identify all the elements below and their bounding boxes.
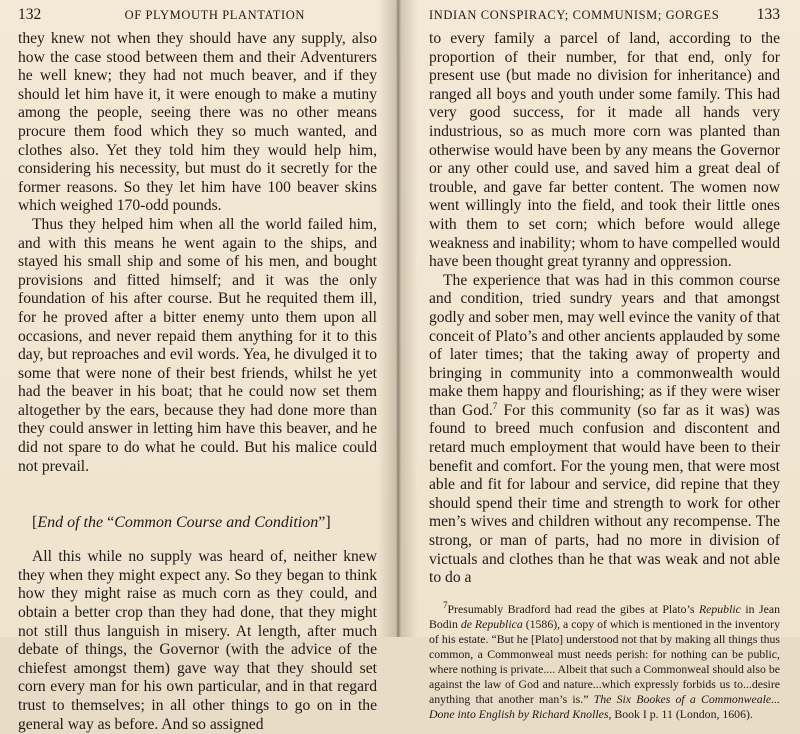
footnote-number: 7 (443, 599, 448, 610)
footnote-italic: de Republica (460, 616, 523, 631)
footnote-text: Presumably Bradford had read the gibes at Plato’s (447, 601, 699, 616)
heading-bracket-close: ] (325, 514, 331, 532)
paragraph: Thus they helped him when all the world failed him, and with this means he went again to the ships, and stayed his small ship and some of his men, and bought provisions and fitted himself; and it was the only foundation of his after course. But he requited them ill, for he proved after a bitter enemy unto them upon all occasions, and never repaid them anything for it to this day, but reproaches and evil words. Yea, he divulged it to some that were none of their best friends, whilst he yet had the beaver in his boat; that he could now set them altogether by the ears, because they had done more than they could answer in letting him have this beaver, and he did not spare to do what he could. But his malice could not prevail. (18, 215, 377, 475)
paragraph: they knew not when they should have any supply, also how the case stood between them and their Adventurers he well knew; they had not much beaver, and if they should let him have it, it were enough to make a mutiny among the people, seeing there was no other means procure them food which they so much wanted, and clothes also. Yet they told him they would help him, considering his necessity, but must do it secretly for the former reasons. So they let him have 100 beaver skins which weighed 170-odd pounds. (18, 30, 377, 215)
paragraph-text: For this community (so far as it was) was found to breed much confusion and discontent and retard much employment that would have been to their benefit and comfort. For the young men, that were most able and fit for labour and service, did repine that they should spend their time and strength to work for other men’s wives and children without any recompense. The strong, or man of parts, had no more in division of victuals and clothes than he that was weak and not able to do a (429, 401, 780, 587)
footnote-marker: 7 (492, 400, 498, 411)
paragraph: to every family a parcel of land, according to the proportion of their number, for that end, only for present use (but made no division for inheritance) and ranged all boys and youth under some family. This had very good success, for it made all hands very industrious, so as much more corn was planted than otherwise would have been by any means the Governor or any other could use, and saved him a great deal of trouble, and gave far better content. The women now went willingly into the field, and took their little ones with them to set corn; which before would allege weakness and inability; whom to have compelled would have been thought great tyranny and oppression. (429, 30, 780, 271)
footnote (429, 599, 780, 722)
paragraph-text: The experience that was had in this common course and condition, tried sundry years and that amongst godly and sober men, may well evince the vanity of that conceit of Plato’s and other ancients applauded by some of later times; that the taking away of property and bringing in community into a commonwealth would make them happy and flourishing; as if they were wiser than God. (429, 271, 780, 419)
running-head: INDIAN CONSPIRACY; COMMUNISM; GORGES (429, 8, 720, 22)
right-page-header (429, 6, 780, 24)
footnote-italic: Republic (698, 601, 741, 616)
heading-bracket-open: [ (32, 514, 38, 532)
footnote-italic: The Six Bookes of a Commonweale... Done into English by Richard Knolles, (429, 691, 780, 721)
left-page-header (18, 6, 377, 24)
footnote-text: Book I p. 11 (London, 1606). (611, 706, 753, 721)
footnote-text: in Jean Bodin (429, 601, 780, 631)
page-number: 133 (756, 6, 780, 23)
section-heading (32, 513, 377, 532)
running-head: OF PLYMOUTH PLANTATION (124, 8, 305, 22)
paragraph: All this while no supply was heard of, neither knew they when they might expect any. So they began to think how they might raise as much corn as they could, and obtain a better crop than they had done, that they might not still thus languish in misery. At length, after much debate of things, the Governor (with the advice of the chiefest amongst them) gave way that they should set corn every man for his own particular, and in that regard trust to themselves; in all other things to go on in the general way as before. And so assigned (18, 548, 377, 733)
heading-italic-text: End of the (37, 514, 108, 532)
heading-italic-title: Common Course and Condition (114, 514, 319, 532)
heading-quote-open: “ (107, 514, 115, 532)
footnote-text: (1586), a copy of which is mentioned in the inventory of his estate. “But he [Plato] understood not that by making all things thus common, a Commonweal must needs perish: for nothing can be public, where nothing is private.... Albeit that such a Commonweal should also be against the law of God and nature...which expressly forbids us to...desire anything that another man’s is.” (429, 616, 780, 706)
paragraph (429, 272, 780, 588)
page-number: 132 (18, 6, 42, 23)
right-page (397, 0, 800, 721)
left-page (0, 0, 397, 733)
heading-quote-close: ” (318, 514, 326, 532)
